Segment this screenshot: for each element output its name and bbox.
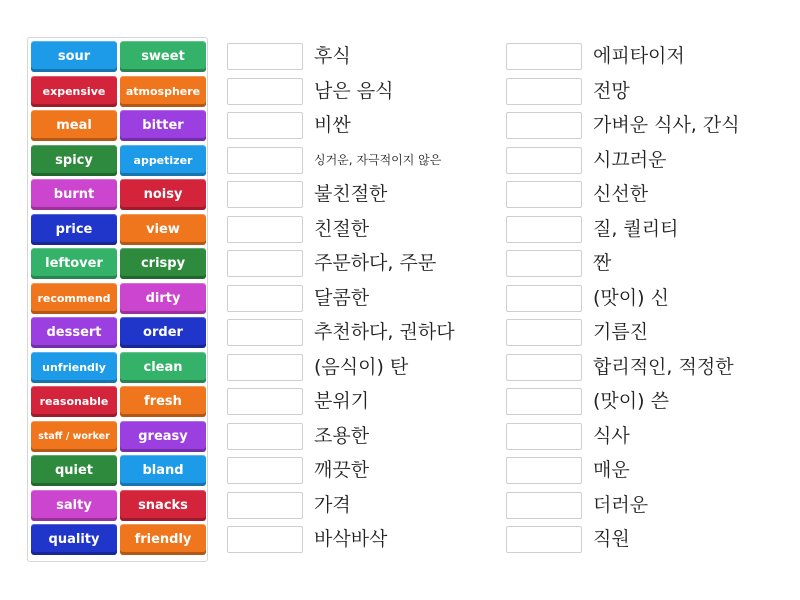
clue-text: 신선한 [593, 183, 649, 205]
drop-slot[interactable] [227, 423, 303, 450]
clue-text: 시끄러운 [593, 149, 667, 171]
word-tile-bland[interactable]: bland [120, 455, 206, 486]
clue-text: 추천하다, 권하다 [314, 321, 455, 343]
clue-text: 남은 음식 [314, 80, 394, 102]
drop-slot[interactable] [506, 216, 582, 243]
word-tile-salty[interactable]: salty [31, 490, 117, 521]
word-tile-fresh[interactable]: fresh [120, 386, 206, 417]
word-tile-spicy[interactable]: spicy [31, 145, 117, 176]
drop-slot[interactable] [506, 526, 582, 553]
drop-slot[interactable] [227, 181, 303, 208]
drop-slot[interactable] [506, 388, 582, 415]
clue-text: 짠 [593, 252, 612, 274]
word-tile-friendly[interactable]: friendly [120, 524, 206, 555]
word-tile-view[interactable]: view [120, 214, 206, 245]
clue-text: 에피타이저 [593, 45, 685, 67]
word-tile-leftover[interactable]: leftover [31, 248, 117, 279]
clue-text: 비싼 [314, 114, 351, 136]
drop-slot[interactable] [227, 526, 303, 553]
word-tile-sour[interactable]: sour [31, 41, 117, 72]
clue-text: 질, 퀄리티 [593, 218, 679, 240]
drop-slot[interactable] [506, 457, 582, 484]
clue-text: 전망 [593, 80, 630, 102]
word-tile-recommend[interactable]: recommend [31, 283, 117, 314]
clue-text: 합리적인, 적정한 [593, 356, 734, 378]
clue-text: 싱거운, 자극적이지 않은 [314, 153, 442, 167]
drop-slot[interactable] [227, 43, 303, 70]
clue-text: 가격 [314, 494, 351, 516]
word-tile-dessert[interactable]: dessert [31, 317, 117, 348]
word-tile-reasonable[interactable]: reasonable [31, 386, 117, 417]
drop-slot[interactable] [227, 112, 303, 139]
clue-text: (맛이) 쓴 [593, 390, 669, 412]
word-tile-unfriendly[interactable]: unfriendly [31, 352, 117, 383]
clue-text: 매운 [593, 459, 630, 481]
word-tile-expensive[interactable]: expensive [31, 76, 117, 107]
clue-text: 더러운 [593, 494, 649, 516]
drop-slot[interactable] [506, 78, 582, 105]
clue-text: (음식이) 탄 [314, 356, 409, 378]
clue-text: 분위기 [314, 390, 370, 412]
drop-slot[interactable] [227, 285, 303, 312]
drop-slot[interactable] [227, 147, 303, 174]
drop-slot[interactable] [227, 78, 303, 105]
drop-slot[interactable] [227, 250, 303, 277]
word-tile-appetizer[interactable]: appetizer [120, 145, 206, 176]
drop-slot[interactable] [227, 354, 303, 381]
word-tile-burnt[interactable]: burnt [31, 179, 117, 210]
drop-slot[interactable] [506, 354, 582, 381]
drop-slot[interactable] [506, 147, 582, 174]
word-tile-atmosphere[interactable]: atmosphere [120, 76, 206, 107]
drop-slot[interactable] [506, 43, 582, 70]
drop-slot[interactable] [506, 181, 582, 208]
word-tile-snacks[interactable]: snacks [120, 490, 206, 521]
clue-text: 조용한 [314, 425, 370, 447]
clue-text: 바삭바삭 [314, 528, 388, 550]
drop-slot[interactable] [506, 492, 582, 519]
word-tile-price[interactable]: price [31, 214, 117, 245]
clue-text: 주문하다, 주문 [314, 252, 437, 274]
drop-slot[interactable] [506, 250, 582, 277]
clue-text: 기름진 [593, 321, 649, 343]
word-tile-sweet[interactable]: sweet [120, 41, 206, 72]
clue-text: 가벼운 식사, 간식 [593, 114, 740, 136]
word-tile-dirty[interactable]: dirty [120, 283, 206, 314]
word-tile-bitter[interactable]: bitter [120, 110, 206, 141]
clue-text: 후식 [314, 45, 351, 67]
clue-text: 식사 [593, 425, 630, 447]
clue-text: (맛이) 신 [593, 287, 669, 309]
word-tile-meal[interactable]: meal [31, 110, 117, 141]
clue-text: 깨끗한 [314, 459, 370, 481]
drop-slot[interactable] [227, 492, 303, 519]
word-tile-order[interactable]: order [120, 317, 206, 348]
drop-slot[interactable] [506, 112, 582, 139]
word-tile-crispy[interactable]: crispy [120, 248, 206, 279]
word-tile-staff-worker[interactable]: staff / worker [31, 421, 117, 452]
word-tile-quality[interactable]: quality [31, 524, 117, 555]
clue-text: 친절한 [314, 218, 370, 240]
drop-slot[interactable] [227, 457, 303, 484]
drop-slot[interactable] [227, 216, 303, 243]
clue-text: 직원 [593, 528, 630, 550]
word-tile-greasy[interactable]: greasy [120, 421, 206, 452]
clue-text: 불친절한 [314, 183, 388, 205]
drop-slot[interactable] [227, 388, 303, 415]
drop-slot[interactable] [506, 319, 582, 346]
drop-slot[interactable] [227, 319, 303, 346]
clue-text: 달콤한 [314, 287, 370, 309]
word-tile-quiet[interactable]: quiet [31, 455, 117, 486]
drop-slot[interactable] [506, 285, 582, 312]
drop-slot[interactable] [506, 423, 582, 450]
word-tile-noisy[interactable]: noisy [120, 179, 206, 210]
word-tile-clean[interactable]: clean [120, 352, 206, 383]
